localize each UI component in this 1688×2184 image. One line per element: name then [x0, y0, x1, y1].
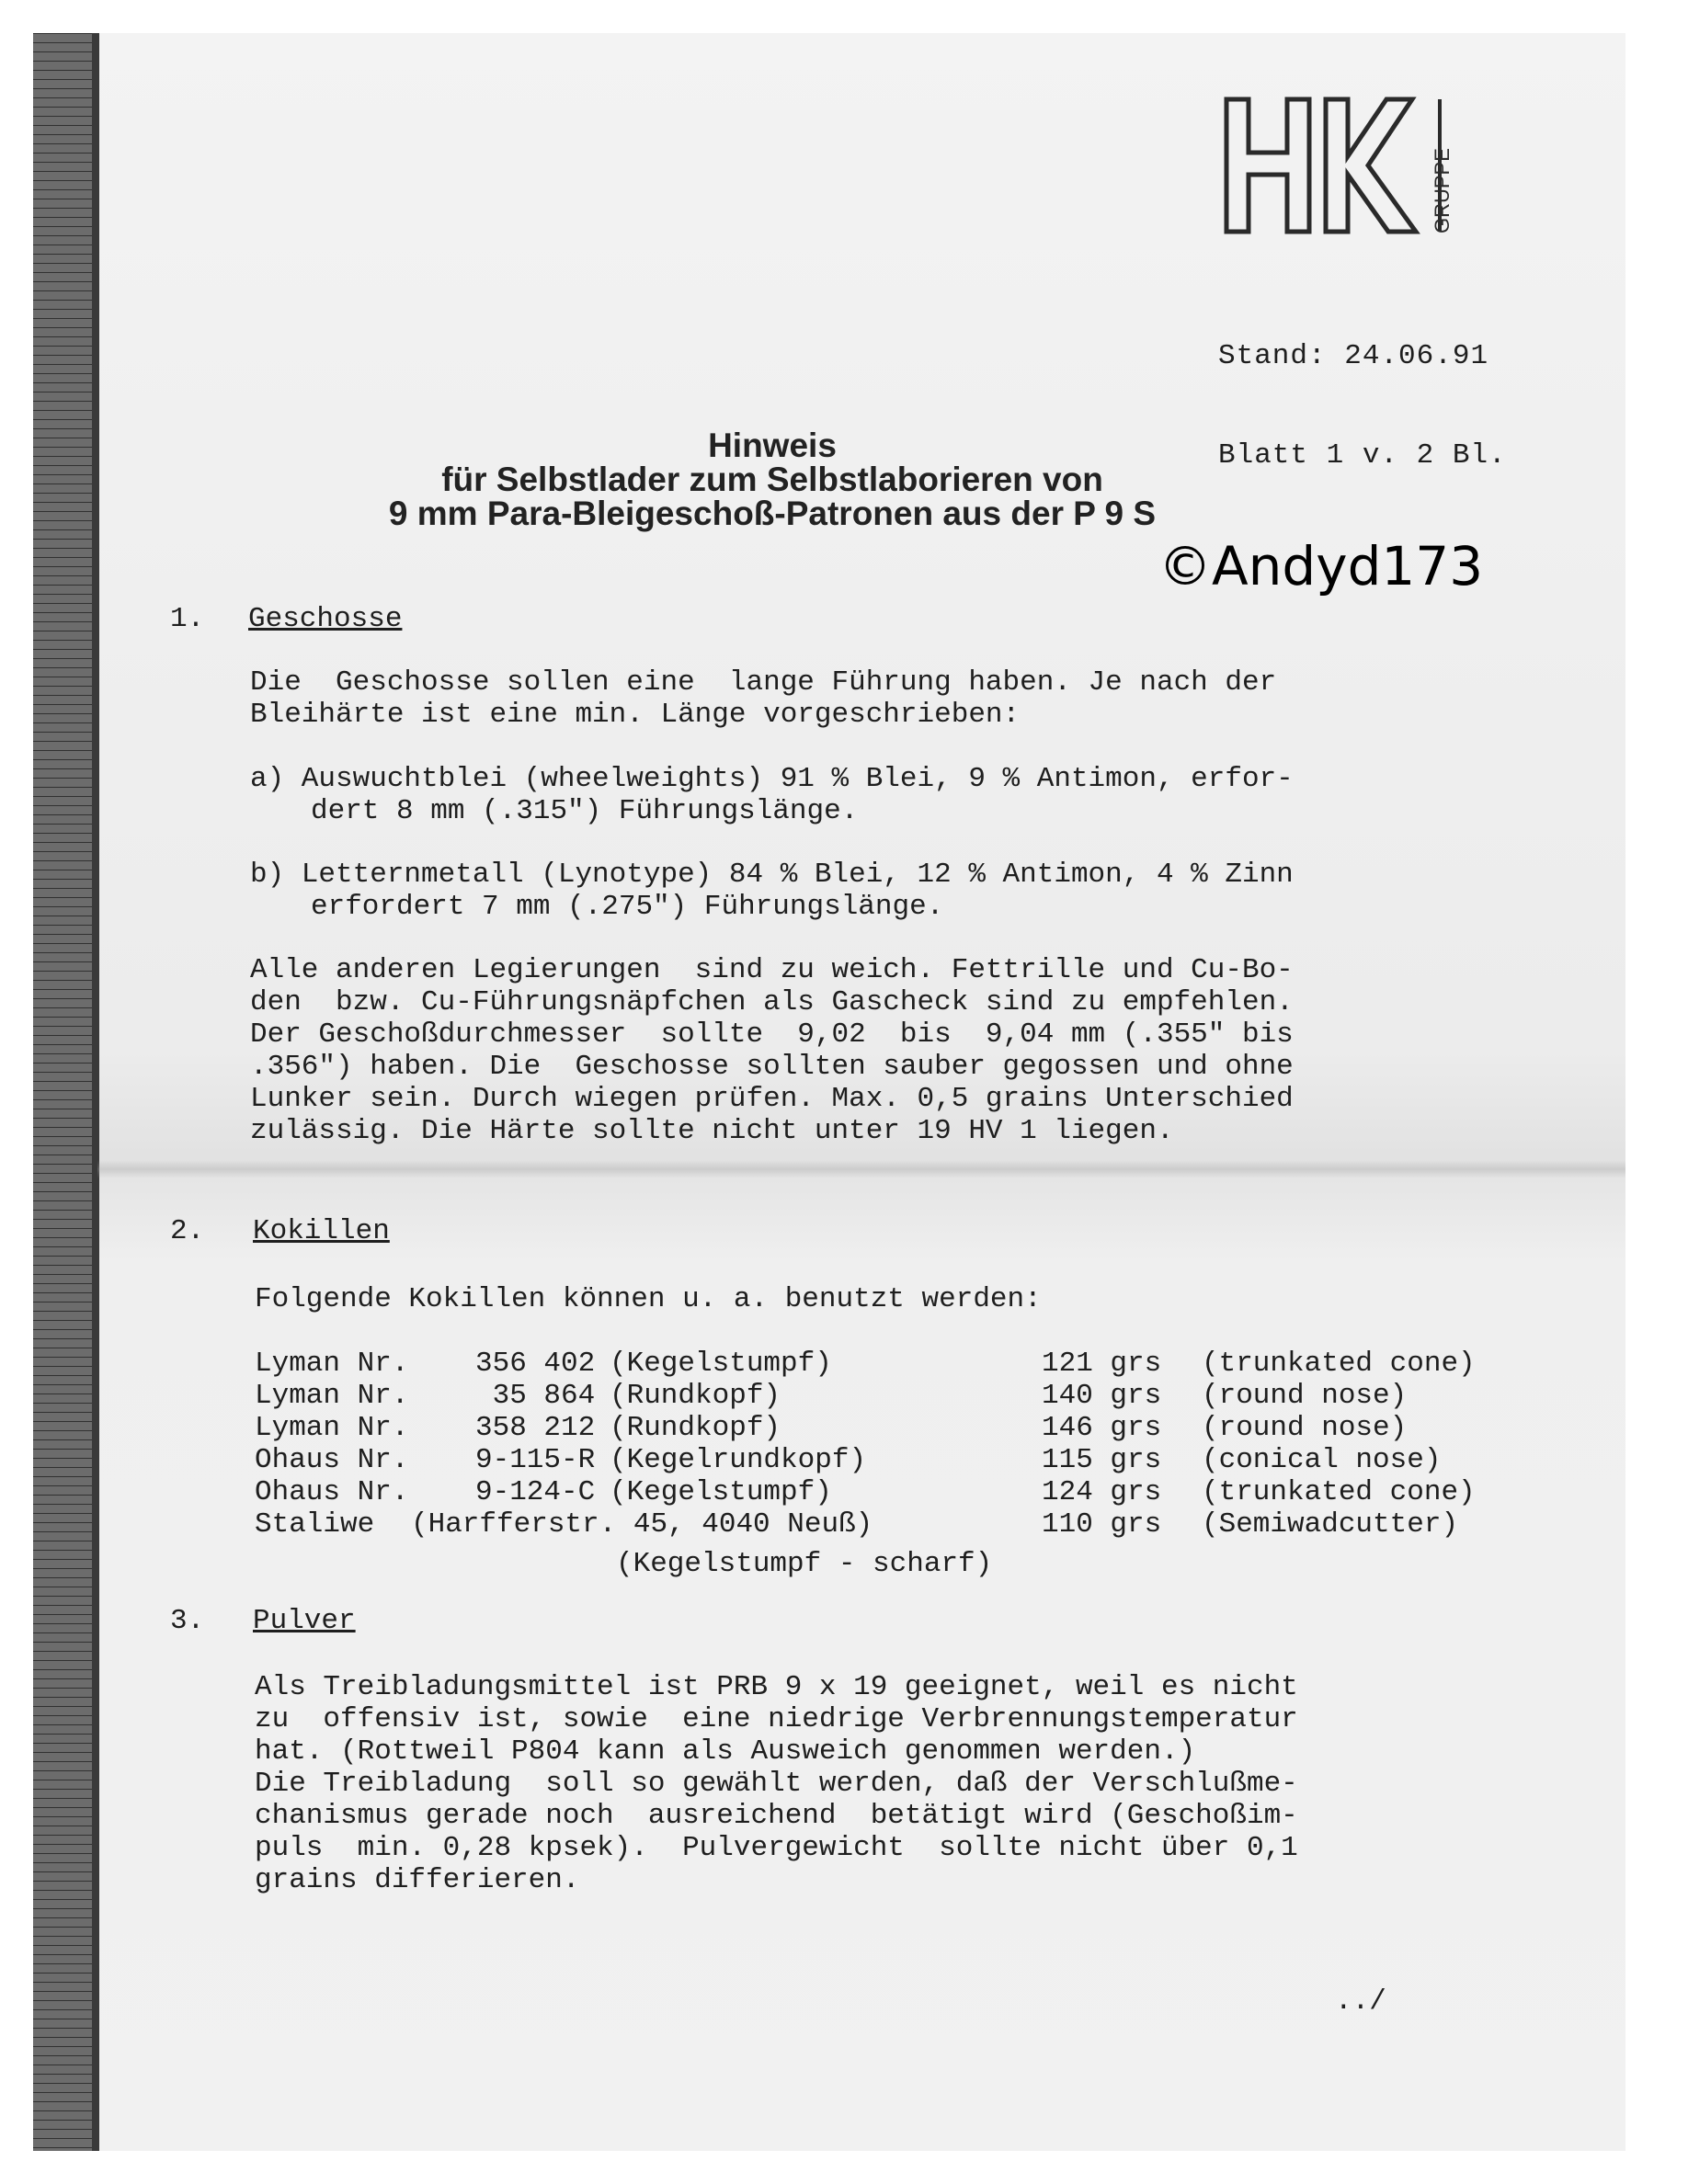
- text-line: b) Letternmetall (Lynotype) 84 % Blei, 12 % Antimon, 4 % Zinn: [250, 859, 1294, 891]
- section-2-number: 2.: [170, 1215, 205, 1247]
- kokille-weight: 110 grs: [1042, 1508, 1162, 1541]
- measuring-ruler: [33, 33, 97, 2151]
- ruler-edge: [92, 33, 99, 2151]
- paper-fold: [97, 1160, 1625, 1178]
- text-line: Bleihärte ist eine min. Länge vorgeschrieben:: [250, 699, 1021, 731]
- kokille-desc: (trunkated cone): [1202, 1476, 1476, 1508]
- text-line: puls min. 0,28 kpsek). Pulvergewicht sollte nicht über 0,1: [255, 1832, 1298, 1864]
- kokille-weight: 121 grs: [1042, 1348, 1162, 1380]
- continuation-mark: ../: [1335, 1985, 1386, 2018]
- kokille-type: (Rundkopf): [610, 1380, 781, 1412]
- text-line: chanismus gerade noch ausreichend betätigt wird (Geschoßim-: [255, 1800, 1298, 1832]
- kokille-type: (Kegelstumpf): [610, 1348, 832, 1380]
- kokille-weight: 115 grs: [1042, 1444, 1162, 1476]
- section-1-heading: Geschosse: [248, 603, 403, 635]
- section-3-number: 3.: [170, 1605, 205, 1637]
- text-line: Alle anderen Legierungen sind zu weich. Fettrille und Cu-Bo-: [250, 954, 1294, 986]
- staliwe-note-text: (Kegelstumpf - scharf): [616, 1548, 993, 1580]
- section-1-item-a: [250, 763, 1454, 827]
- kokille-id: 9-124-C: [475, 1476, 596, 1508]
- title-line-2: für Selbstlader zum Selbstlaborieren von: [441, 461, 1103, 498]
- text-line: erfordert 7 mm (.275") Führungslänge.: [311, 891, 944, 923]
- section-1-body: [250, 954, 1454, 1147]
- section-2-intro: [255, 1283, 1459, 1315]
- title-line-1: Hinweis: [708, 427, 837, 464]
- kokille-maker: Lyman Nr.: [255, 1348, 409, 1380]
- text-line: dert 8 mm (.315") Führungslänge.: [311, 795, 859, 827]
- kokille-desc: (round nose): [1202, 1380, 1408, 1412]
- kokille-maker: Staliwe: [255, 1508, 375, 1541]
- section-1-number: 1.: [170, 603, 205, 635]
- kokille-weight: 146 grs: [1042, 1412, 1162, 1444]
- document-title: [303, 428, 1241, 530]
- kokille-weight: 124 grs: [1042, 1476, 1162, 1508]
- text-line: Folgende Kokillen können u. a. benutzt werden:: [255, 1283, 1042, 1315]
- section-2-heading: Kokillen: [253, 1215, 390, 1247]
- kokille-desc: (Semiwadcutter): [1202, 1508, 1459, 1541]
- hk-logo: [1223, 96, 1477, 235]
- text-line: Der Geschoßdurchmesser sollte 9,02 bis 9,04 mm (.355" bis: [250, 1018, 1294, 1051]
- kokille-maker: Ohaus Nr.: [255, 1476, 409, 1508]
- text-line: grains differieren.: [255, 1864, 580, 1896]
- logo-gruppe-text: GRUPPE: [1431, 148, 1454, 233]
- document-meta: [1218, 274, 1507, 506]
- kokille-maker: Ohaus Nr.: [255, 1444, 409, 1476]
- text-line: a) Auswuchtblei (wheelweights) 91 % Blei, 9 % Antimon, erfor-: [250, 763, 1294, 795]
- text-line: Lunker sein. Durch wiegen prüfen. Max. 0,5 grains Unterschied: [250, 1083, 1294, 1115]
- text-line: hat. (Rottweil P804 kann als Ausweich genommen werden.): [255, 1735, 1196, 1768]
- section-1-intro: [250, 666, 1454, 731]
- kokille-id: 356 402: [475, 1348, 596, 1380]
- text-line: zulässig. Die Härte sollte nicht unter 19 HV 1 liegen.: [250, 1115, 1174, 1147]
- kokille-desc: (trunkated cone): [1202, 1348, 1476, 1380]
- kokille-maker: Lyman Nr.: [255, 1412, 409, 1444]
- copyright-watermark: ©Andyd173: [1158, 535, 1484, 597]
- staliwe-note: [616, 1548, 993, 1612]
- kokille-id: 35 864: [475, 1380, 596, 1412]
- text-line: .356") haben. Die Geschosse sollten sauber gegossen und ohne: [250, 1051, 1294, 1083]
- text-line: den bzw. Cu-Führungsnäpfchen als Gascheck sind zu empfehlen.: [250, 986, 1294, 1018]
- kokille-id: 9-115-R: [475, 1444, 596, 1476]
- kokille-desc: (conical nose): [1202, 1444, 1442, 1476]
- kokille-weight: 140 grs: [1042, 1380, 1162, 1412]
- logo-letter-k: [1326, 99, 1416, 232]
- kokille-id: 358 212: [475, 1412, 596, 1444]
- page-info: Blatt 1 v. 2 Bl.: [1218, 439, 1507, 472]
- text-line: Die Geschosse sollen eine lange Führung haben. Je nach der: [250, 666, 1277, 699]
- stand-date: Stand: 24.06.91: [1218, 340, 1489, 372]
- text-line: Die Treibladung soll so gewählt werden, daß der Verschlußme-: [255, 1768, 1298, 1800]
- section-1-item-b: [250, 859, 1454, 923]
- kokille-type: (Rundkopf): [610, 1412, 781, 1444]
- kokille-maker: Lyman Nr.: [255, 1380, 409, 1412]
- title-line-3: 9 mm Para-Bleigeschoß-Patronen aus der P 9 S: [388, 495, 1157, 532]
- kokille-desc: (round nose): [1202, 1412, 1408, 1444]
- logo-letter-h: [1226, 99, 1309, 232]
- kokille-type: (Kegelrundkopf): [610, 1444, 867, 1476]
- section-3-body: [255, 1671, 1459, 1896]
- text-line: Als Treibladungsmittel ist PRB 9 x 19 geeignet, weil es nicht: [255, 1671, 1298, 1703]
- kokille-type: (Kegelstumpf): [610, 1476, 832, 1508]
- text-line: zu offensiv ist, sowie eine niedrige Verbrennungstemperatur: [255, 1703, 1298, 1735]
- section-3-heading: Pulver: [253, 1605, 356, 1637]
- kokille-id: (Harfferstr. 45, 4040 Neuß): [411, 1508, 873, 1541]
